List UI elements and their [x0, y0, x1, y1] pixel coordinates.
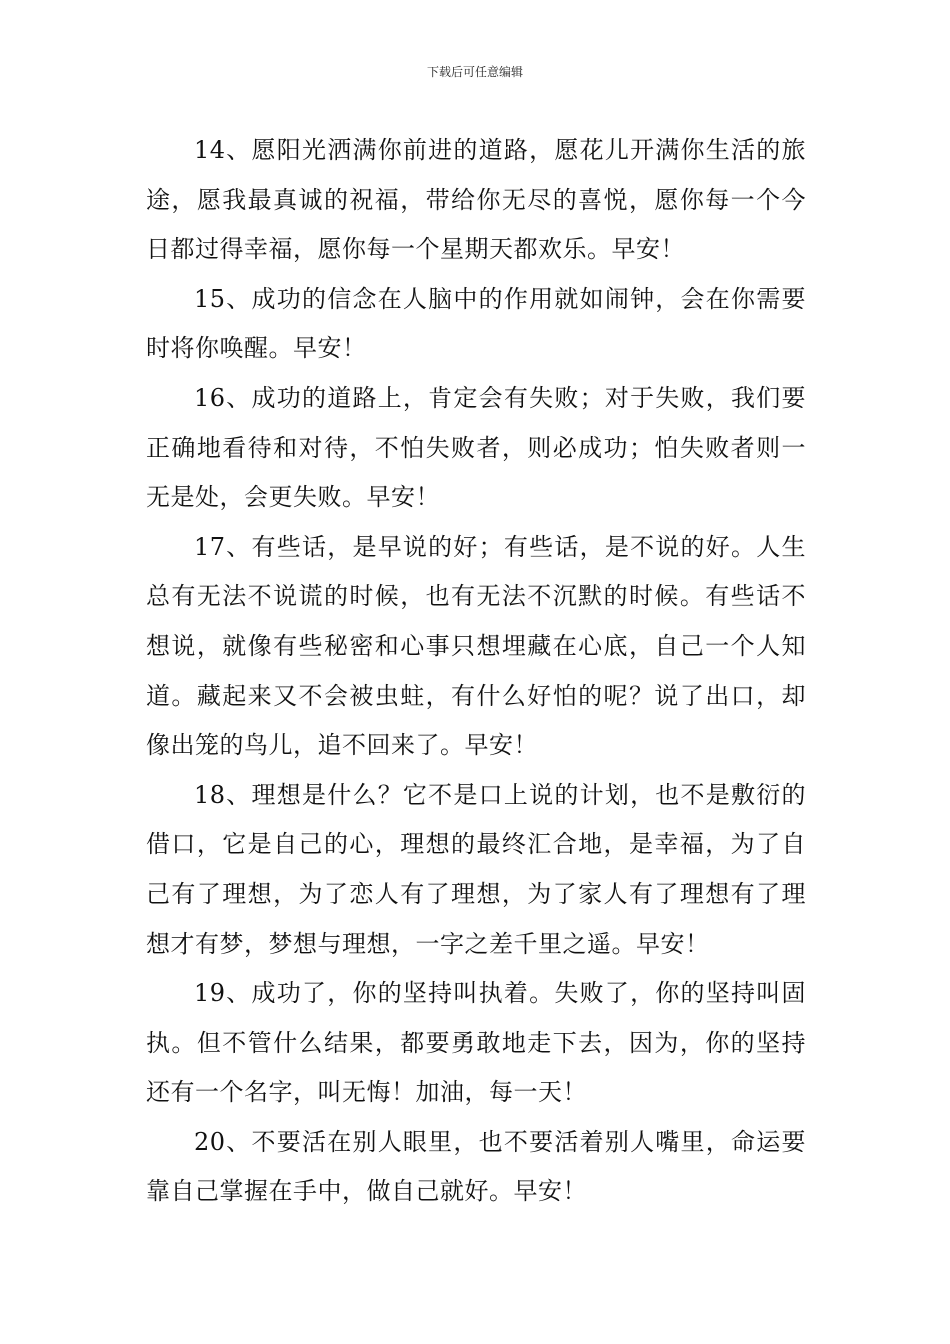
paragraph-14: 14、愿阳光洒满你前进的道路，愿花儿开满你生活的旅途，愿我最真诚的祝福，带给你无尽的喜悦，愿你每一个今日都过得幸福，愿你每一个星期天都欢乐。早安！ — [146, 136, 806, 264]
document-body — [146, 126, 806, 1217]
paragraph-19: 19、成功了，你的坚持叫执着。失败了，你的坚持叫固执。但不管什么结果，都要勇敢地走下去，因为，你的坚持还有一个名字，叫无悔！加油，每一天！ — [146, 979, 806, 1107]
paragraph-18: 18、理想是什么？它不是口上说的计划，也不是敷衍的借口，它是自己的心，理想的最终汇合地，是幸福，为了自己有了理想，为了恋人有了理想，为了家人有了理想有了理想才有梦，梦想与理想，一字之差千里之遥。早安！ — [146, 780, 806, 958]
paragraph-15: 15、成功的信念在人脑中的作用就如闹钟，会在你需要时将你唤醒。早安！ — [146, 284, 806, 363]
page-header: 下载后可任意编辑 — [426, 65, 523, 79]
paragraph-16: 16、成功的道路上，肯定会有失败；对于失败，我们要正确地看待和对待，不怕失败者，则必成功；怕失败者则一无是处，会更失败。早安！ — [146, 383, 806, 512]
paragraph-20: 20、不要活在别人眼里，也不要活着别人嘴里，命运要靠自己掌握在手中，做自己就好。早安！ — [146, 1127, 806, 1206]
paragraph-17: 17、有些话，是早说的好；有些话，是不说的好。人生总有无法不说谎的时候，也有无法不沉默的时候。有些话不想说，就像有些秘密和心事只想埋藏在心底，自己一个人知道。藏起来又不会被虫蛀，有什么好怕的呢？说了出口，却像出笼的鸟儿，追不回来了。早安！ — [146, 532, 806, 760]
